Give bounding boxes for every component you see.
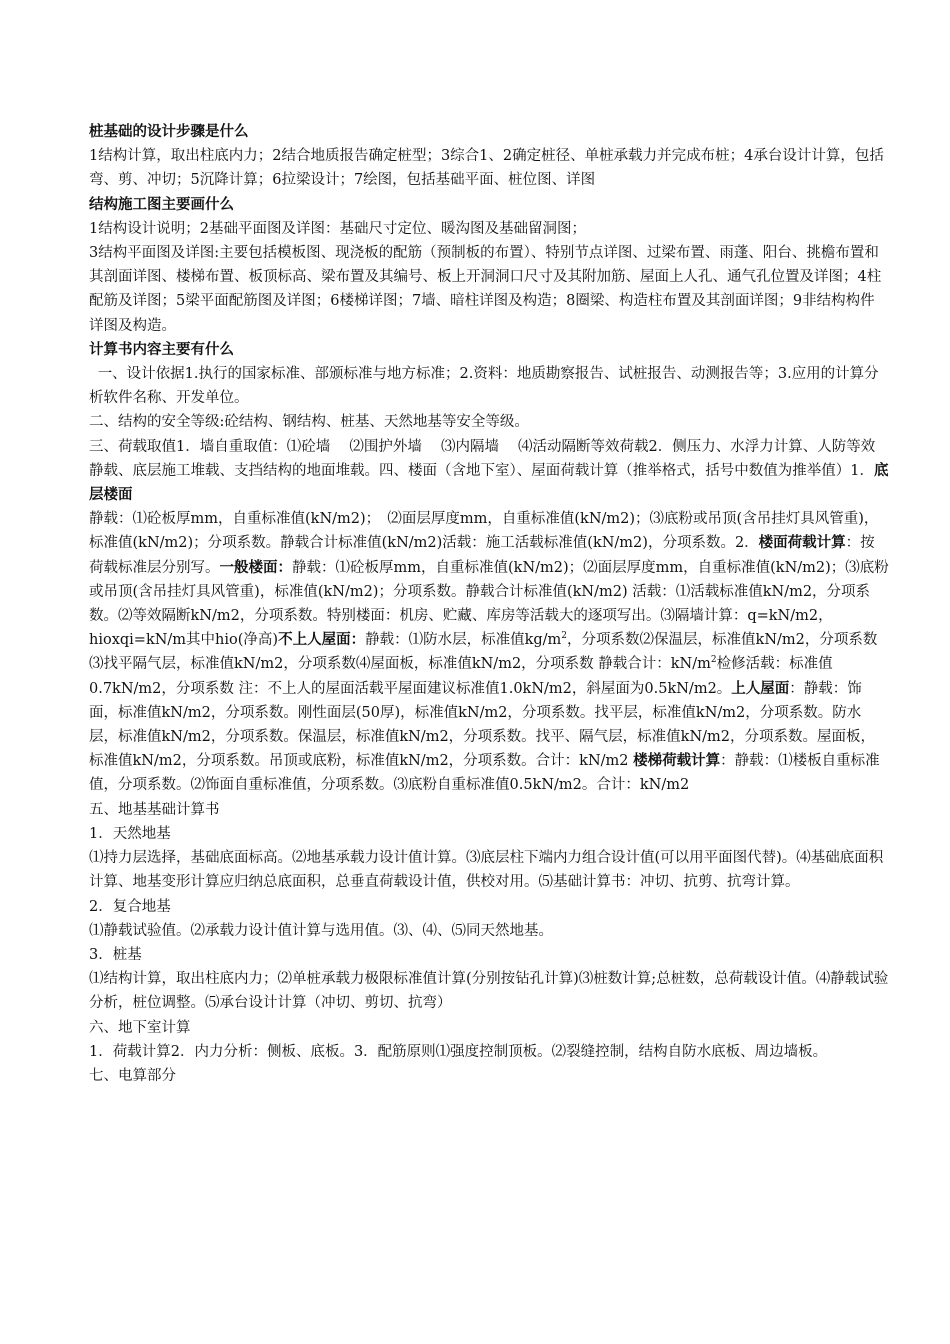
text-load-7: ：静载：饰面，标准值kN/m2，分项系数。刚性面层(50厚)，标准值kN/m2，分项系数。找平层，标准值kN/m2，分项系数。防水层，标准值kN/m2，分项系数。保温层，标准值kN/m2，分项系数。找平、隔气层，标准值kN/m2，分项系数。屋面板，标准值kN/m2，分项系数。吊顶或底粉，标准值kN/m2，分项系数。合计：kN/m2 — [89, 680, 875, 770]
paragraph-safety-grade: 二、结构的安全等级:砼结构、钢结构、桩基、天然地基等安全等级。 — [89, 414, 529, 431]
paragraph-basement-calc: 1．荷载计算2．内力分析：侧板、底板。3．配筋原则⑴强度控制顶板。⑵裂缝控制，结构自防水底板、周边墙板。 — [89, 1043, 828, 1060]
heading-calculation-book: 计算书内容主要有什么 — [89, 341, 234, 358]
label-stair-load-calc: 楼梯荷载计算 — [633, 753, 721, 770]
heading-construction-drawings: 结构施工图主要画什么 — [89, 196, 234, 213]
paragraph-drawings-1: 1结构设计说明；2基础平面图及详图：基础尺寸定位、暖沟图及基础留洞图； — [89, 220, 586, 237]
document-page — [89, 120, 889, 1088]
paragraph-natural-foundation: ⑴持力层选择，基础底面标高。⑵地基承载力设计值计算。⑶底层柱下端内力组合设计值(可以用平面图代替)。⑷基础底面积计算、地基变形计算应归纳总底面积，总垂直荷载设计值，供校对用。⑸基础计算书：冲切、抗剪、抗弯计算。 — [89, 850, 884, 891]
label-non-accessible-roof: 不上人屋面： — [278, 632, 366, 649]
paragraph-pile-foundation: ⑴结构计算，取出柱底内力；⑵单桩承载力极限标准值计算(分别按钻孔计算)⑶桩数计算;总桩数，总荷载设计值。⑷静载试验分析，桩位调整。⑸承台设计计算（冲切、剪切、抗弯） — [89, 971, 889, 1012]
label-floor-load-calc: 楼面荷载计算 — [758, 535, 846, 552]
text-load-1: 静载：⑴砼板厚mm，自重标准值(kN/m2)； ⑵面层厚度mm，自重标准值(kN/m2)；⑶底粉或吊顶(含吊挂灯具风管重)，标准值(kN/m2)；分项系数。静载合计标准值(kN/m2)活载：施工活载标准值(kN/m2)，分项系数。2． — [89, 511, 879, 552]
subheading-composite-foundation: 2．复合地基 — [89, 898, 171, 915]
paragraph-composite-foundation: ⑴静载试验值。⑵承载力设计值计算与选用值。⑶、⑷、⑸同天然地基。 — [89, 922, 553, 939]
paragraph-drawings-2: 3结构平面图及详图:主要包括模板图、现浇板的配筋（预制板的布置）、特别节点详图、过梁布置、雨蓬、阳台、挑檐布置和其剖面详图、楼梯布置、板顶标高、梁布置及其编号、板上开洞洞口尺寸及其附加筋、屋面上人孔、通气孔位置及详图；4柱配筋及详图；5梁平面配筋图及详图；6楼梯详图；7墙、暗柱详图及构造；8圈梁、构造柱布置及其剖面详图；9非结构构件详图及构造。 — [89, 245, 882, 334]
text-load-4: 静载：⑴防水层，标准值kg/m — [365, 632, 562, 649]
paragraph-load-details — [89, 507, 889, 797]
text-load-3: 静载：⑴砼板厚mm，自重标准值(kN/m2)；⑵面层厚度mm，自重标准值(kN/m2)；⑶底粉或吊顶(含吊挂灯具风管重)，标准值(kN/m2)；分项系数。静载合计标准值(kN/m2) 活载：⑴活载标准值kN/m2，分项系数。⑵等效隔断kN/m2，分项系数。特别楼面：机房、贮藏、库房等活载大的逐项写出。⑶隔墙计算：q=kN/m2，hioxqi=kN/m其中hio(净高) — [89, 559, 889, 649]
label-ground-floor: 底层楼面 — [89, 462, 889, 504]
paragraph-load-values — [89, 435, 889, 508]
text-load-5: ，分项系数⑵保温层，标准值kN/m2，分项系数⑶找平隔气层，标准值kN/m2，分项系数⑷屋面板，标准值kN/m2，分项系数 静载合计：kN/m — [89, 632, 878, 673]
superscript-2b: 2 — [710, 655, 717, 666]
heading-pile-foundation-steps: 桩基础的设计步骤是什么 — [89, 124, 249, 140]
heading-computer-calc: 七、电算部分 — [89, 1067, 176, 1084]
label-general-floor: 一般楼面： — [219, 559, 292, 576]
text-load-8: ：静载：⑴楼板自重标准值，分项系数。⑵饰面自重标准值，分项系数。⑶底粉自重标准值0.5kN/m2。合计：kN/m2 — [89, 753, 880, 794]
text-load-2: ：按荷载标准层分别写。 — [89, 535, 875, 576]
label-accessible-roof: 上人屋面 — [731, 680, 790, 697]
paragraph-design-basis: 一、设计依据1.执行的国家标准、部颁标准与地方标准；2.资料：地质勘察报告、试桩报告、动测报告等；3.应用的计算分析软件名称、开发单位。 — [89, 366, 879, 407]
paragraph-pile-foundation-steps: 1结构计算，取出柱底内力；2结合地质报告确定桩型；3综合1、2确定桩径、单桩承载力并完成布桩；4承台设计计算，包括弯、剪、冲切；5沉降计算；6拉梁设计；7绘图，包括基础平面、桩位图、详图 — [89, 148, 884, 189]
superscript-2a: 2 — [561, 631, 568, 642]
subheading-natural-foundation: 1．天然地基 — [89, 825, 171, 842]
text-load-values: 三、荷载取值1．墙自重取值：⑴砼墙 ⑵围护外墙 ⑶内隔墙 ⑷活动隔断等效荷载2．侧压力、水浮力计算、人防等效静载、底层施工堆载、支挡结构的地面堆载。四、楼面（含地下室）、屋面荷载计算（推举格式，括号中数值为推举值）1． — [89, 438, 876, 479]
text-load-6: 检修活载：标准值0.7kN/m2，分项系数 注：不上人的屋面活载平屋面建议标准值1.0kN/m2，斜屋面为0.5kN/m2。 — [89, 656, 833, 697]
heading-foundation-calc: 五、地基基础计算书 — [89, 801, 220, 818]
heading-basement-calc: 六、地下室计算 — [89, 1019, 191, 1036]
subheading-pile-foundation: 3．桩基 — [89, 946, 142, 963]
